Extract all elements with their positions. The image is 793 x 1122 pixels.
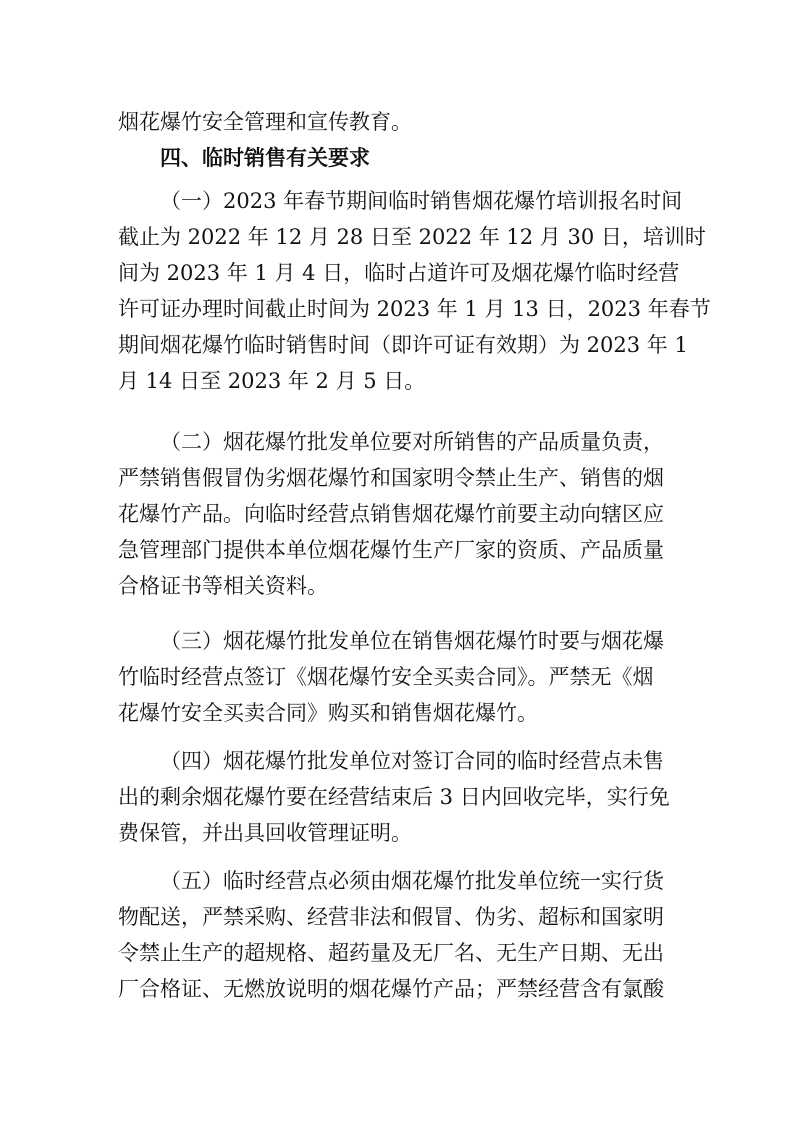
- body-line: （五）临时经营点必须由烟花爆竹批发单位统一实行货: [160, 869, 664, 893]
- body-line: 竹临时经营点签订《烟花爆竹安全买卖合同》。严禁无《烟: [118, 665, 654, 689]
- paragraph-2: [118, 424, 684, 604]
- body-line: 费保管，并出具回收管理证明。: [118, 821, 412, 845]
- paragraph-1: [118, 183, 711, 399]
- body-line: （三）烟花爆竹批发单位在销售烟花爆竹时要与烟花爆: [160, 629, 664, 653]
- body-line: 出的剩余烟花爆竹要在经营结束后 3 日内回收完毕，实行免: [118, 785, 670, 809]
- body-line: 令禁止生产的超规格、超药量及无厂名、无生产日期、无出: [118, 941, 664, 965]
- body-line: 厂合格证、无燃放说明的烟花爆竹产品；严禁经营含有氯酸: [118, 977, 664, 1001]
- body-line: 急管理部门提供本单位烟花爆竹生产厂家的资质、产品质量: [118, 538, 664, 562]
- body-line: （二）烟花爆竹批发单位要对所销售的产品质量负责，: [160, 430, 664, 454]
- body-line: 期间烟花爆竹临时销售时间（即许可证有效期）为 2023 年 1: [118, 333, 688, 357]
- paragraph-3: [118, 623, 684, 731]
- section-heading: 四、临时销售有关要求: [160, 146, 370, 170]
- body-line: 物配送，严禁采购、经营非法和假冒、伪劣、超标和国家明: [118, 905, 664, 929]
- body-line: （四）烟花爆竹批发单位对签订合同的临时经营点未售: [160, 749, 664, 773]
- body-line: 严禁销售假冒伪劣烟花爆竹和国家明令禁止生产、销售的烟: [118, 466, 664, 490]
- body-line: 截止为 2022 年 12 月 28 日至 2022 年 12 月 30 日，培训时: [118, 225, 706, 249]
- body-line: 花爆竹安全买卖合同》购买和销售烟花爆竹。: [118, 701, 538, 725]
- body-line: 许可证办理时间截止时间为 2023 年 1 月 13 日，2023 年春节: [118, 297, 711, 321]
- body-line: 烟花爆竹安全管理和宣传教育。: [118, 110, 412, 134]
- body-line: 间为 2023 年 1 月 4 日，临时占道许可及烟花爆竹临时经营: [118, 261, 680, 285]
- paragraph-4: [118, 743, 684, 851]
- body-line: （一）2023 年春节期间临时销售烟花爆竹培训报名时间: [160, 189, 683, 213]
- document-body: [118, 104, 684, 176]
- paragraph-5: [118, 863, 684, 1007]
- body-line: 花爆竹产品。向临时经营点销售烟花爆竹前要主动向辖区应: [118, 502, 664, 526]
- body-line: 月 14 日至 2023 年 2 月 5 日。: [118, 369, 426, 393]
- body-line: 合格证书等相关资料。: [118, 574, 328, 598]
